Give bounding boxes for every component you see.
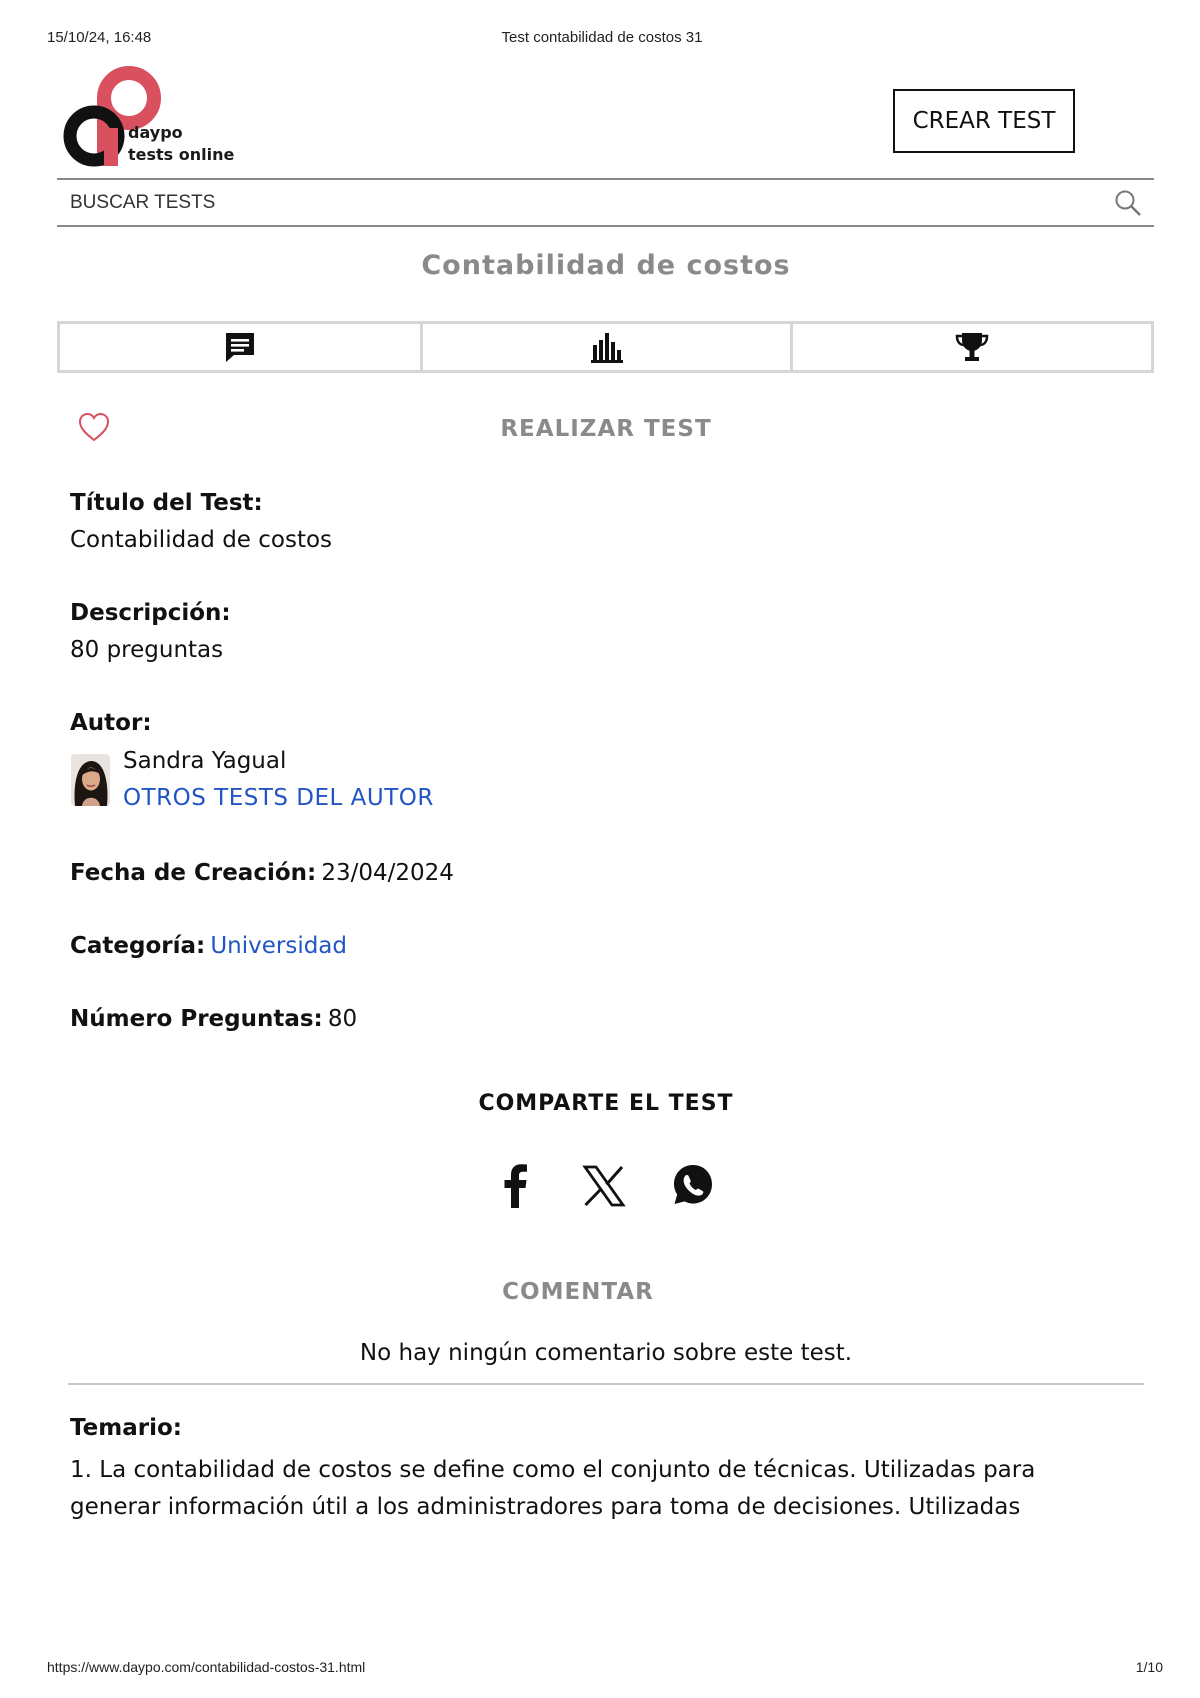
whatsapp-icon[interactable] <box>670 1162 716 1208</box>
category <box>70 933 347 959</box>
comment-icon <box>223 330 257 364</box>
author-name: Sandra Yagual <box>123 748 287 774</box>
print-url: https://www.daypo.com/contabilidad-costos-31.html <box>47 1659 366 1675</box>
take-test-link[interactable]: REALIZAR TEST <box>500 416 712 442</box>
question-count-label: Número Preguntas: <box>70 1006 323 1032</box>
test-title-label: Título del Test: <box>70 490 263 516</box>
print-page-number: 1/10 <box>1135 1659 1163 1675</box>
logo-text-line1: daypo <box>128 123 183 142</box>
comment-link[interactable]: COMENTAR <box>502 1279 654 1305</box>
daypo-logo[interactable] <box>62 66 242 170</box>
question-count <box>70 1006 357 1032</box>
search-bar <box>57 178 1154 227</box>
search-input[interactable] <box>70 188 1070 218</box>
trophy-icon <box>955 330 989 364</box>
create-test-button[interactable]: CREAR TEST <box>893 89 1075 153</box>
avatar[interactable] <box>71 754 110 806</box>
syllabus-label: Temario: <box>70 1415 182 1441</box>
question-count-value: 80 <box>327 1006 358 1032</box>
page-title: Contabilidad de costos <box>421 250 791 281</box>
syllabus-text: 1. La contabilidad de costos se define como el conjunto de técnicas. Utilizadas para generar información útil a los administradores para toma de decisiones. Utilizadas <box>70 1457 1036 1520</box>
print-datetime: 15/10/24, 16:48 <box>47 29 152 46</box>
category-label: Categoría: <box>70 933 206 959</box>
test-tabs <box>57 321 1154 373</box>
creation-date-value: 23/04/2024 <box>321 860 454 886</box>
share-title: COMPARTE EL TEST <box>478 1091 734 1116</box>
other-author-tests-link[interactable]: OTROS TESTS DEL AUTOR <box>123 785 434 811</box>
test-title-value: Contabilidad de costos <box>70 527 333 553</box>
divider <box>68 1383 1144 1385</box>
description-label: Descripción: <box>70 600 231 626</box>
tab-ranking[interactable] <box>793 324 1151 370</box>
print-footer <box>47 1659 1163 1679</box>
author-avatar-image <box>71 754 110 806</box>
search-icon[interactable] <box>1114 189 1142 217</box>
creation-date <box>70 860 454 886</box>
category-link[interactable]: Universidad <box>210 933 347 959</box>
author-label: Autor: <box>70 710 152 736</box>
facebook-icon[interactable] <box>494 1162 538 1208</box>
print-page-title: Test contabilidad de costos 31 <box>501 29 703 46</box>
description-value: 80 preguntas <box>70 637 224 663</box>
x-icon[interactable] <box>582 1164 626 1208</box>
tab-comments[interactable] <box>60 324 423 370</box>
logo-text-line2: tests online <box>128 145 235 164</box>
no-comments-message: No hay ningún comentario sobre este test. <box>359 1340 853 1366</box>
logo-text <box>128 122 234 166</box>
creation-date-label: Fecha de Creación: <box>70 860 317 886</box>
print-header <box>47 29 1157 49</box>
share-buttons <box>494 1160 724 1212</box>
tab-statistics[interactable] <box>423 324 793 370</box>
bar-chart-icon <box>590 330 624 364</box>
